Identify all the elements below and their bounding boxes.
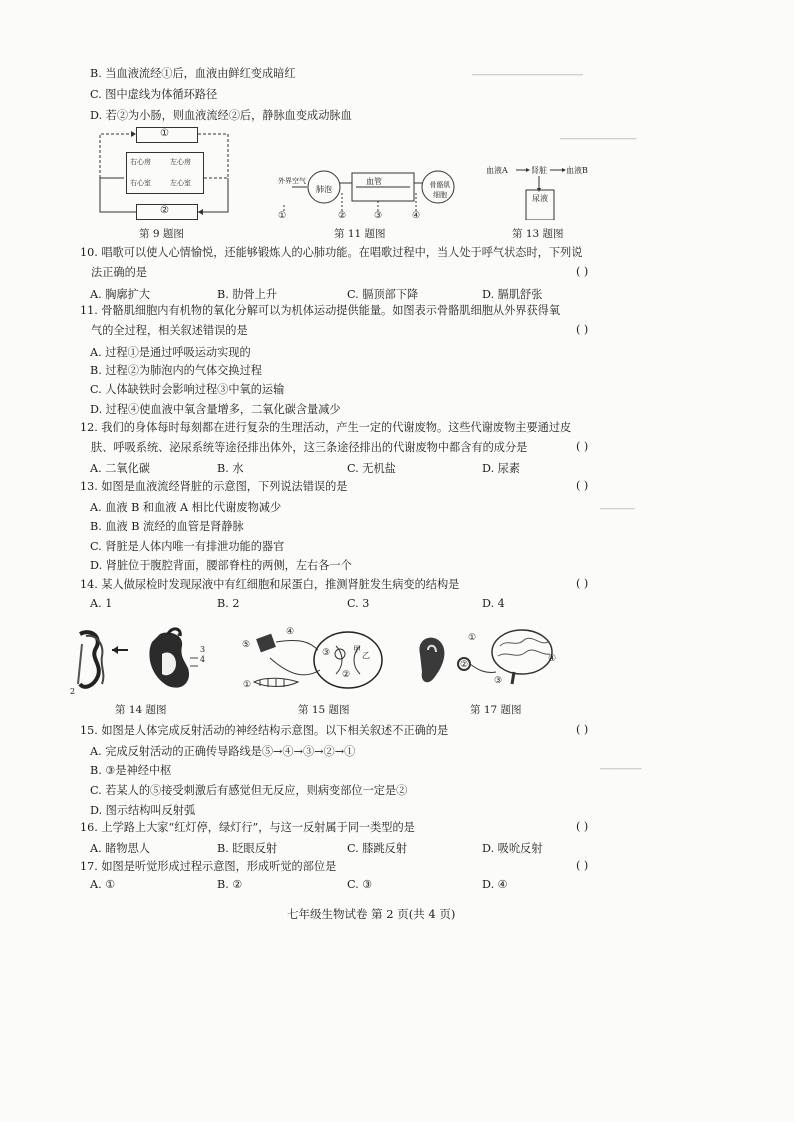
fig13-blood-b: 血液B [566, 166, 588, 175]
q17-option-d: D. ④ [482, 878, 508, 891]
q13-option-d: D. 肾脏位于腹腔背面，腰部脊柱的两侧，左右各一个 [90, 559, 352, 572]
q16-option-c: C. 膝跳反射 [347, 842, 408, 855]
q12-answer-blank[interactable]: ( ) [576, 440, 589, 453]
q10-stem-line1: 10. 唱歌可以使人心情愉悦，还能够锻炼人的心肺功能。在唱歌过程中，当人处于呼气状态时，下列说 [80, 246, 583, 259]
q10-option-a: A. 胸廓扩大 [90, 288, 150, 301]
q11-option-d: D. 过程④使血液中氧含量增多，二氧化碳含量减少 [90, 403, 341, 416]
q12-stem-line1: 12. 我们的身体每时每刻都在进行复杂的生理活动，产生一定的代谢废物。这些代谢废物主要通过皮 [80, 421, 572, 434]
fig17-label-2: ② [460, 660, 469, 670]
q15-answer-blank[interactable]: ( ) [576, 723, 589, 736]
bleed-through-text: ▁▁▁▁▁▁▁▁▁▁▁▁▁▁▁▁ [472, 66, 583, 76]
fig15-label-5: ⑤ [242, 640, 251, 650]
fig14-label-3: 3 [200, 645, 206, 654]
q13-option-a: A. 血液 B 和血液 A 相比代谢废物减少 [90, 501, 282, 514]
q10-stem-line2: 法正确的是 [91, 266, 147, 279]
bleed-through-text: ▁▁▁▁▁▁▁▁▁▁▁ [560, 130, 637, 140]
q12-stem-line2: 肤、呼吸系统、泌尿系统等途径排出体外，这三条途径排出的代谢废物中都含有的成分是 [91, 441, 528, 454]
fig13-blood-a: 血液A [486, 166, 508, 175]
fig17-label-4: ④ [548, 654, 557, 664]
q10-option-d: D. 膈肌舒张 [482, 288, 543, 301]
fig11-n1: ① [278, 211, 287, 221]
fig11-muscle-cell: 骨骼肌细胞 [429, 181, 451, 199]
q11-answer-blank[interactable]: ( ) [576, 323, 589, 336]
q17-answer-blank[interactable]: ( ) [576, 859, 589, 872]
fig9-label-1: ① [160, 128, 169, 139]
fig13-kidney: 肾脏 [531, 166, 547, 175]
q9-option-d: D. 若②为小肠，则血液流经②后，静脉血变成动脉血 [90, 109, 352, 122]
q16-option-a: A. 睹物思人 [90, 842, 150, 855]
fig11-outside-air: 外界空气 [278, 177, 306, 185]
q12-option-c: C. 无机盐 [347, 462, 396, 475]
q11-stem-line2: 气的全过程，相关叙述错误的是 [91, 324, 248, 337]
fig11-n2: ② [338, 211, 347, 221]
bleed-through-text: ▁▁▁▁▁▁ [600, 760, 642, 770]
q15-stem-line1: 15. 如图是人体完成反射活动的神经结构示意图。以下相关叙述不正确的是 [80, 724, 449, 737]
fig9-label-2: ② [160, 205, 169, 216]
fig14-caption: 第 14 题图 [115, 704, 167, 716]
q11-option-a: A. 过程①是通过呼吸运动实现的 [90, 346, 251, 359]
q12-option-a: A. 二氧化碳 [90, 462, 150, 475]
q9-option-b: B. 当血液流经①后，血液由鲜红变成暗红 [90, 67, 296, 80]
q12-option-b: B. 水 [217, 462, 244, 475]
q15-option-d: D. 图示结构叫反射弧 [90, 804, 196, 817]
q12-option-d: D. 尿素 [482, 462, 521, 475]
fig14-label-2: 2 [70, 687, 76, 696]
fig15-label-2: ② [342, 670, 351, 680]
page-footer: 七年级生物试卷 第 2 页(共 4 页) [287, 907, 456, 921]
q13-option-c: C. 肾脏是人体内唯一有排泄功能的器官 [90, 540, 285, 553]
fig9-right-atrium: 右心房 [130, 158, 151, 166]
fig17-caption: 第 17 题图 [470, 704, 522, 716]
q13-answer-blank[interactable]: ( ) [576, 479, 589, 492]
fig11-alveoli: 肺泡 [316, 185, 332, 194]
fig14-label-4: 4 [200, 655, 206, 664]
bleed-through-text: ▁▁▁▁▁ [600, 500, 635, 510]
q14-option-a: A. 1 [90, 597, 113, 610]
fig11-caption: 第 11 题图 [334, 228, 386, 240]
fig9-left-atrium: 左心房 [170, 158, 191, 166]
q9-option-c: C. 图中虚线为体循环路径 [90, 88, 218, 101]
q14-stem-line1: 14. 某人做尿检时发现尿液中有红细胞和尿蛋白，推测肾脏发生病变的结构是 [80, 578, 460, 591]
fig15-label-3: ③ [322, 648, 331, 658]
fig15-label-jia: 甲 [353, 645, 361, 654]
q17-stem-line1: 17. 如图是听觉形成过程示意图，形成听觉的部位是 [80, 860, 337, 873]
fig13-urine: 尿液 [532, 194, 548, 203]
q16-stem-line1: 16. 上学路上大家“红灯停，绿灯行”，与这一反射属于同一类型的是 [80, 821, 415, 834]
q14-option-d: D. 4 [482, 597, 505, 610]
fig17-label-1: ① [468, 633, 477, 643]
q15-option-c: C. 若某人的⑤接受刺激后有感觉但无反应，则病变部位一定是② [90, 784, 408, 797]
q14-option-c: C. 3 [347, 597, 370, 610]
fig11-n3: ③ [374, 211, 383, 221]
fig11-vessel: 血管 [366, 177, 382, 186]
fig9-caption: 第 9 题图 [139, 228, 184, 240]
q10-answer-blank[interactable]: ( ) [576, 265, 589, 278]
fig9-left-ventricle: 左心室 [170, 179, 191, 187]
fig15-label-1: ① [243, 680, 252, 690]
q14-answer-blank[interactable]: ( ) [576, 577, 589, 590]
q10-option-b: B. 肋骨上升 [217, 288, 278, 301]
q16-answer-blank[interactable]: ( ) [576, 820, 589, 833]
q17-option-b: B. ② [217, 878, 243, 891]
q15-option-a: A. 完成反射活动的正确传导路线是⑤→④→③→②→① [90, 745, 356, 758]
q11-option-b: B. 过程②为肺泡内的气体交换过程 [90, 364, 262, 377]
q10-option-c: C. 膈顶部下降 [347, 288, 419, 301]
q13-stem-line1: 13. 如图是血液流经肾脏的示意图，下列说法错误的是 [80, 480, 348, 493]
q17-option-a: A. ① [90, 878, 116, 891]
fig13-caption: 第 13 题图 [512, 228, 564, 240]
q17-option-c: C. ③ [347, 878, 373, 891]
q15-option-b: B. ③是神经中枢 [90, 764, 172, 777]
q11-stem-line1: 11. 骨骼肌细胞内有机物的氧化分解可以为机体运动提供能量。如图表示骨骼肌细胞从外界获得氧 [80, 304, 561, 317]
fig15-caption: 第 15 题图 [298, 704, 350, 716]
q16-option-b: B. 眨眼反射 [217, 842, 278, 855]
q13-option-b: B. 血液 B 流经的血管是肾静脉 [90, 520, 244, 533]
q16-option-d: D. 吸吮反射 [482, 842, 543, 855]
fig15-label-yi: 乙 [362, 651, 370, 660]
fig14-label-1: 1 [176, 633, 182, 642]
fig15-label-4: ④ [286, 627, 295, 637]
fig11-n4: ④ [412, 211, 421, 221]
q11-option-c: C. 人体缺铁时会影响过程③中氧的运输 [90, 383, 285, 396]
fig9-right-ventricle: 右心室 [130, 179, 151, 187]
fig17-label-3: ③ [494, 676, 503, 686]
q14-option-b: B. 2 [217, 597, 240, 610]
